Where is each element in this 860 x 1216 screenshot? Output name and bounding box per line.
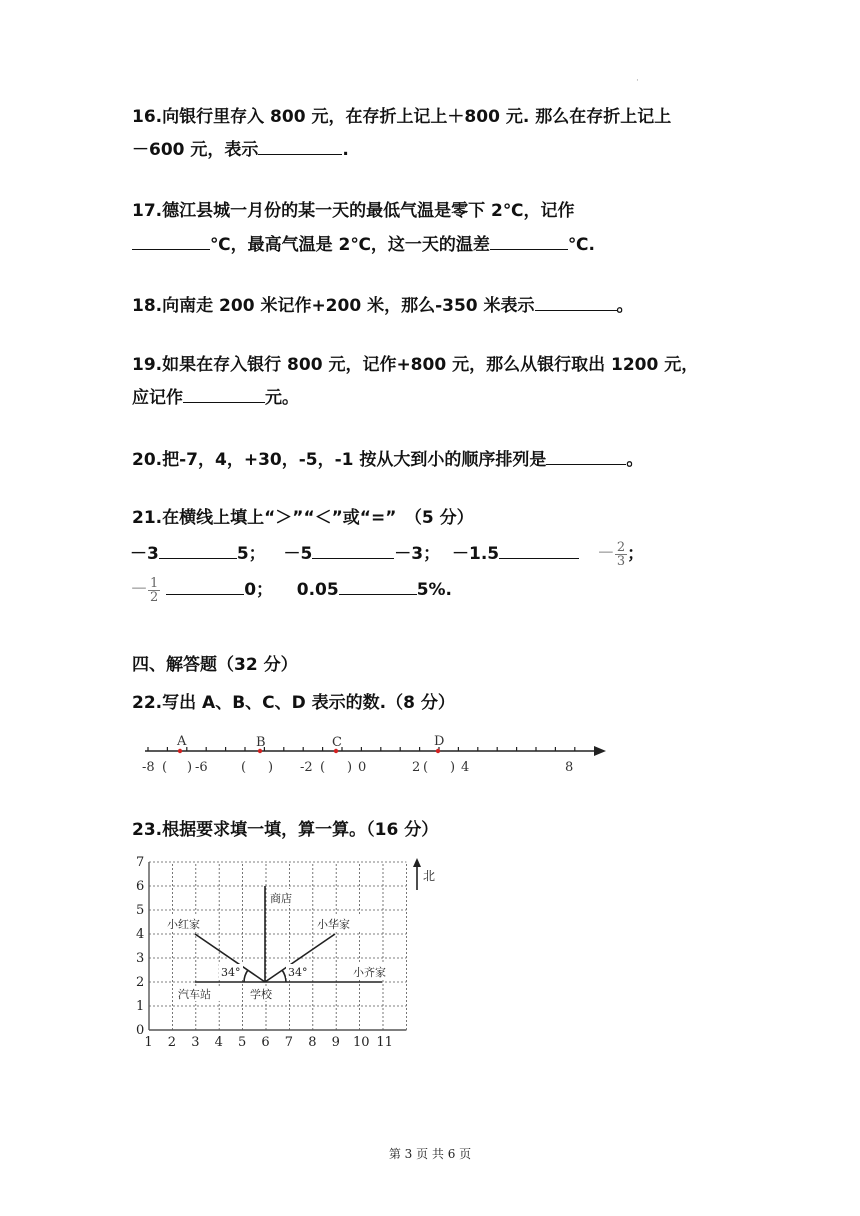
question-21-row1 [130, 538, 644, 569]
q17-blank-1[interactable] [132, 229, 210, 250]
question-18 [132, 290, 634, 321]
angle-arc-right [282, 970, 286, 982]
q17-text-b: ℃. [567, 235, 595, 255]
place-shop: 商店 [270, 892, 292, 905]
nl-label-neg8: -8 [142, 760, 155, 775]
q21-frac1-num: 2 [616, 539, 626, 555]
angle-arc-left [244, 970, 248, 982]
q19-blank[interactable] [183, 382, 265, 403]
q21-b2: －3； [394, 544, 441, 564]
q20-blank[interactable] [546, 444, 626, 465]
grid-x-tick: 6 [261, 1035, 270, 1050]
grid-x-tick: 8 [308, 1035, 317, 1050]
grid-x-tick: 3 [191, 1035, 200, 1050]
grid-lines [149, 862, 406, 1030]
question-23-title: 23.根据要求填一填，算一算。（16 分） [132, 820, 439, 840]
point-a-label: A [177, 734, 187, 749]
grid-x-tick: 11 [376, 1035, 393, 1050]
q21-frac2-den: 2 [150, 589, 159, 605]
q21-frac2-num: 1 [150, 575, 159, 591]
point-c-label: C [332, 735, 342, 750]
number-line-labels [142, 760, 573, 775]
q21-d2: 0； [244, 580, 274, 600]
corner-mark: · [636, 76, 639, 86]
nl-label-4: 4 [461, 760, 470, 775]
north-arrow-icon [413, 858, 421, 867]
q21-c1: －1.5 [451, 544, 500, 564]
grid-x-tick: 7 [284, 1035, 294, 1050]
point-d-dot [436, 749, 440, 753]
grid-x-tick: 9 [331, 1035, 340, 1050]
q20-text: 20.把-7，4，+30，-5，-1 按从大到小的顺序排列是 [132, 450, 547, 470]
grid-x-tick: 10 [353, 1035, 370, 1050]
nl-paren-open-2: ( [241, 760, 247, 775]
place-xiaohua: 小华家 [317, 918, 350, 931]
grid-x-tick: 1 [144, 1035, 153, 1050]
map-grid [132, 850, 442, 1050]
q21-a2: 5； [236, 544, 266, 564]
point-a-dot [178, 749, 182, 753]
place-xiaohong: 小红家 [167, 918, 200, 931]
q21-frac1-den: 3 [616, 553, 626, 569]
q18-blank[interactable] [535, 290, 617, 311]
q19-text: 应记作 [132, 388, 183, 408]
q21-a1: －3 [130, 544, 159, 564]
point-d-label: D [434, 734, 445, 749]
q21-frac1-sign: － [596, 543, 615, 564]
place-school: 学校 [250, 988, 272, 1001]
q18-text-end: 。 [616, 296, 634, 316]
angle-right-label: 34° [288, 966, 308, 979]
grid-y-tick: 5 [136, 903, 145, 918]
nl-label-neg2: -2 [300, 760, 313, 775]
nl-paren-open-1: ( [162, 760, 168, 775]
nl-paren-open-4: ( [423, 760, 429, 775]
q21-e1: 0.05 [296, 580, 339, 600]
question-21-title: 21.在横线上填上“＞”“＜”或“=” （5 分） [132, 508, 474, 528]
point-b-label: B [256, 735, 266, 750]
nl-paren-open-3: ( [320, 760, 326, 775]
nl-label-8: 8 [565, 760, 574, 775]
nl-paren-close-1: ) [187, 760, 193, 775]
nl-paren-close-4: ) [450, 760, 456, 775]
map-labels [165, 889, 401, 1001]
place-xiaoqi: 小齐家 [353, 966, 386, 979]
q17-text-a: ℃，最高气温是 2℃，这一天的温差 [210, 235, 490, 255]
question-19-line1: 19.如果在存入银行 800 元，记作+800 元，那么从银行取出 1200 元， [132, 355, 699, 375]
place-road: 汽车站 [178, 988, 211, 1001]
q20-text-end: 。 [626, 450, 644, 470]
nl-paren-close-3: ) [347, 760, 353, 775]
q21-blank-3[interactable] [499, 538, 579, 559]
question-16-line1: 16.向银行里存入 800 元，在存折上记上＋800 元. 那么在存折上记上 [132, 107, 672, 127]
grid-x-tick: 4 [214, 1035, 223, 1050]
question-20 [132, 444, 643, 475]
question-17-line1: 17.德江县城一月份的某一天的最低气温是零下 2℃，记作 [132, 201, 575, 221]
q21-blank-2[interactable] [312, 538, 394, 559]
q21-frac2-sign: － [130, 579, 148, 600]
grid-x-tick: 5 [238, 1035, 247, 1050]
question-21-row2 [130, 574, 452, 605]
question-16-line2 [132, 134, 349, 165]
q16-text-end: . [342, 140, 349, 160]
q21-blank-1[interactable] [159, 538, 237, 559]
nl-label-2: 2 [412, 760, 421, 775]
page-footer: 第 3 页 共 6 页 [388, 1147, 472, 1161]
number-line-arrow [594, 746, 606, 756]
q17-blank-2[interactable] [490, 229, 568, 250]
q21-fraction-1 [615, 541, 627, 568]
question-17-line2 [132, 229, 595, 260]
q21-blank-5[interactable] [339, 574, 417, 595]
grid-y-tick: 0 [136, 1023, 145, 1038]
grid-y-tick: 4 [136, 927, 145, 942]
nl-label-neg6: -6 [195, 760, 208, 775]
grid-x-labels [144, 1035, 393, 1050]
q18-text: 18.向南走 200 米记作+200 米，那么-350 米表示 [132, 296, 535, 316]
grid-y-tick: 3 [136, 951, 145, 966]
q21-c2: ； [627, 544, 645, 564]
question-22-title: 22.写出 A、B、C、D 表示的数.（8 分） [132, 693, 455, 713]
grid-y-tick: 6 [136, 879, 145, 894]
grid-y-tick: 7 [136, 855, 145, 870]
number-line [140, 730, 620, 780]
q21-fraction-2 [148, 577, 160, 604]
q16-blank[interactable] [258, 134, 342, 155]
q21-e2: 5%. [416, 580, 453, 600]
north-label: 北 [423, 869, 436, 883]
q19-text-end: 元。 [265, 388, 299, 408]
grid-x-tick: 2 [167, 1035, 177, 1050]
q16-text: －600 元，表示 [132, 140, 259, 160]
nl-paren-close-2: ) [268, 760, 274, 775]
q21-blank-4[interactable] [166, 574, 244, 595]
grid-y-tick: 1 [136, 999, 145, 1014]
grid-y-tick: 2 [136, 975, 145, 990]
angle-left-label: 34° [221, 966, 241, 979]
question-19-line2 [132, 382, 299, 413]
section-title: 四、解答题（32 分） [132, 655, 298, 675]
grid-y-labels [136, 855, 144, 1038]
nl-label-0: 0 [358, 760, 367, 775]
q21-b1: －5 [283, 544, 313, 564]
